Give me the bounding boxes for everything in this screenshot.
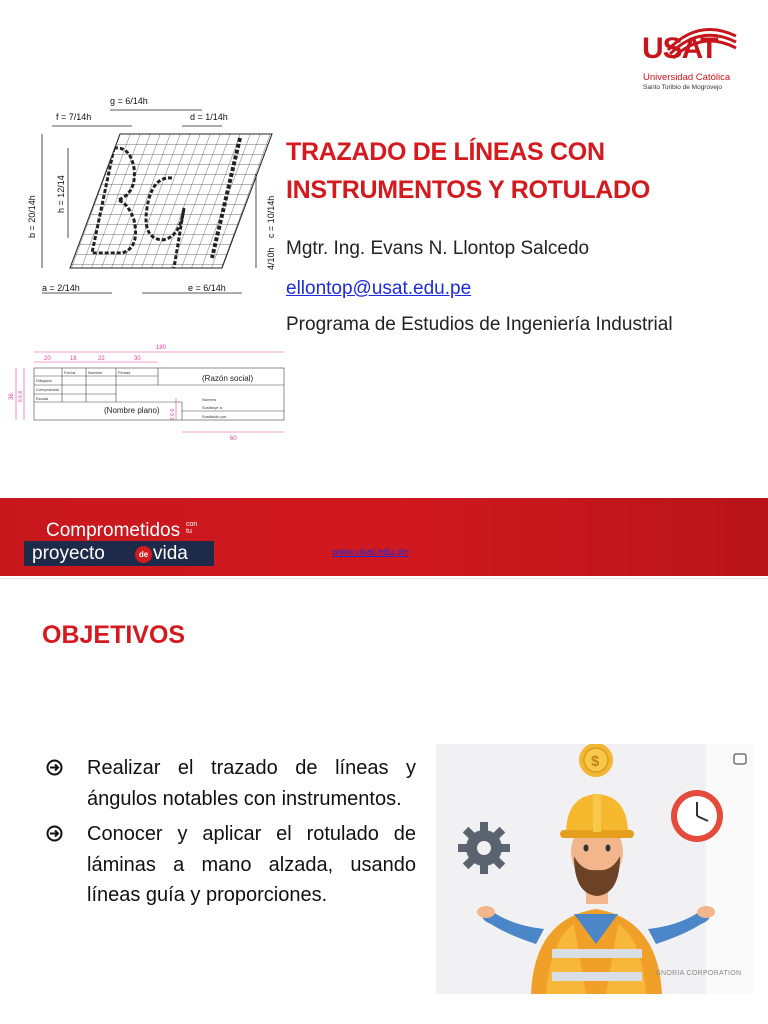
banner-con-tu (186, 521, 197, 535)
title-block-diagram (6, 340, 292, 444)
tb-head-fecha: Fecha (64, 370, 76, 375)
objectives-heading: OBJETIVOS (42, 621, 186, 649)
tb-sustituye: Sustituye a (202, 405, 222, 410)
coin-icon (579, 744, 613, 777)
dim-h: h = 12/14 (56, 175, 66, 213)
tb-row-dibujado: Dibujado (36, 378, 52, 383)
tb-head-firmas: Firmas (118, 370, 131, 375)
tb-head-nombre: Nombre (88, 370, 103, 375)
tb-col-4: 30 (134, 356, 141, 362)
bullet-arrow-icon (46, 825, 63, 842)
program-name: Programa de Estudios de Ingeniería Industrial (286, 314, 673, 335)
tb-razon-social: (Razón social) (202, 374, 254, 383)
lettering-proportion-diagram (22, 88, 278, 302)
banner-vida: vida (153, 543, 188, 564)
objectives-list (40, 753, 416, 916)
objective-text-2: Conocer y aplicar el rotulado de láminas a mano alzada, usando líneas guía y proporciones. (87, 823, 416, 906)
dim-c2: 4/10h (266, 247, 276, 270)
tb-row-comprobado: Comprobado (36, 387, 60, 392)
banner-comprometidos: Comprometidos (46, 520, 181, 541)
author-name: Mgtr. Ing. Evans N. Llontop Salcedo (286, 238, 590, 259)
tb-nombre-plano: (Nombre plano) (104, 406, 160, 415)
worker-illustration (436, 744, 753, 994)
tb-col-1: 20 (44, 356, 51, 362)
objectives-slide (0, 578, 768, 1024)
tb-right-stack: 6 6 6 (170, 408, 176, 420)
tb-stack-dims: 6 6 6 (18, 390, 24, 402)
tb-bottom-dim: 60 (230, 436, 237, 442)
logo-wordmark: USAT (642, 32, 718, 65)
logo-university: Universidad Católica (643, 72, 731, 83)
tb-col-3: 22 (98, 356, 105, 362)
author-email-link[interactable]: ellontop@usat.edu.pe (286, 278, 472, 299)
tb-left-dim: 36 (9, 393, 15, 400)
dim-e: e = 6/14h (188, 283, 226, 293)
dim-d: d = 1/14h (190, 112, 228, 122)
tb-total: 180 (156, 345, 167, 351)
slide-title (286, 133, 726, 209)
dim-a: a = 2/14h (42, 283, 80, 293)
list-item (40, 753, 416, 814)
worker-icon (436, 744, 753, 994)
gear-icon (458, 822, 510, 874)
bullet-arrow-icon (46, 759, 63, 776)
website-link[interactable]: www.usat.edu.pe (332, 547, 409, 558)
tb-row-escala: Escala (36, 396, 49, 401)
banner-de-badge: de (135, 546, 152, 563)
objective-text-1: Realizar el trazado de líneas y ángulos notables con instrumentos. (87, 757, 416, 810)
title-line-1: TRAZADO DE LÍNEAS CON (286, 138, 605, 166)
tb-numero: Número (202, 397, 217, 402)
tb-col-2: 18 (70, 356, 77, 362)
banner-tu: tu (186, 528, 192, 535)
illustration-watermark: SNORIA CORPORATION (656, 970, 742, 977)
dim-b: b = 20/14h (27, 195, 37, 238)
tb-sustituido: Sustituido por (202, 414, 227, 419)
title-line-2: INSTRUMENTOS Y ROTULADO (286, 176, 650, 204)
dim-c: c = 10/14h (266, 195, 276, 238)
dim-f: f = 7/14h (56, 112, 92, 122)
usat-logo (640, 20, 740, 100)
logo-subtitle: Santo Toribio de Mogrovejo (643, 84, 723, 91)
clock-icon (671, 790, 723, 842)
banner-proyecto: proyecto (32, 543, 105, 564)
list-item (40, 819, 416, 911)
banner-con: con (186, 521, 198, 528)
svg-text:$: $ (591, 753, 600, 770)
dim-g: g = 6/14h (110, 96, 148, 106)
